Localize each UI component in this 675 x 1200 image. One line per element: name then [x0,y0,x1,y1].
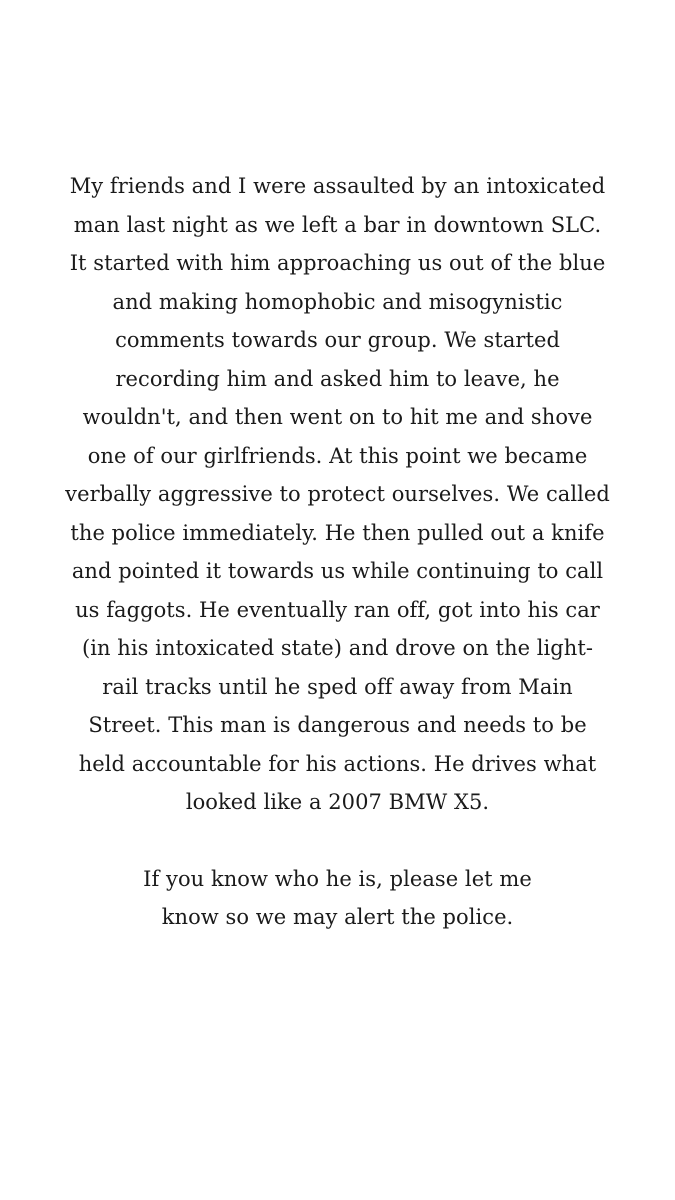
story-text [0,167,675,937]
text-line: (in his intoxicated state) and drove on the light- [81,636,594,660]
text-line: It started with him approaching us out of the blue [69,251,606,275]
text-line: one of our girlfriends. At this point we became [87,443,588,468]
text-line: wouldn't, and then went on to hit me and shove [82,405,593,429]
text-line: the police immediately. He then pulled out a knife [70,520,605,545]
text-line: rail tracks until he sped off away from Main [102,674,573,699]
text-line: us faggots. He eventually ran off, got into his car [75,597,600,622]
text-line: verbally aggressive to protect ourselves. We called [65,482,610,506]
text-line: man last night as we left a bar in downtown SLC. [73,212,602,237]
text-line: If you know who he is, please let me [143,866,532,891]
text-line: looked like a 2007 BMW X5. [185,790,490,814]
text-line: comments towards our group. We started [115,328,560,352]
text-line: My friends and I were assaulted by an intoxicated [69,174,606,198]
text-line: and pointed it towards us while continuing to call [71,559,604,583]
text-line: recording him and asked him to leave, he [115,366,560,391]
text-line: held accountable for his actions. He drives what [78,751,597,776]
text-line: and making homophobic and misogynistic [112,289,563,314]
text-line: Street. This man is dangerous and needs to be [88,713,587,737]
text-line: know so we may alert the police. [161,905,514,929]
incident-paragraph [62,167,613,822]
request-paragraph [62,860,613,937]
